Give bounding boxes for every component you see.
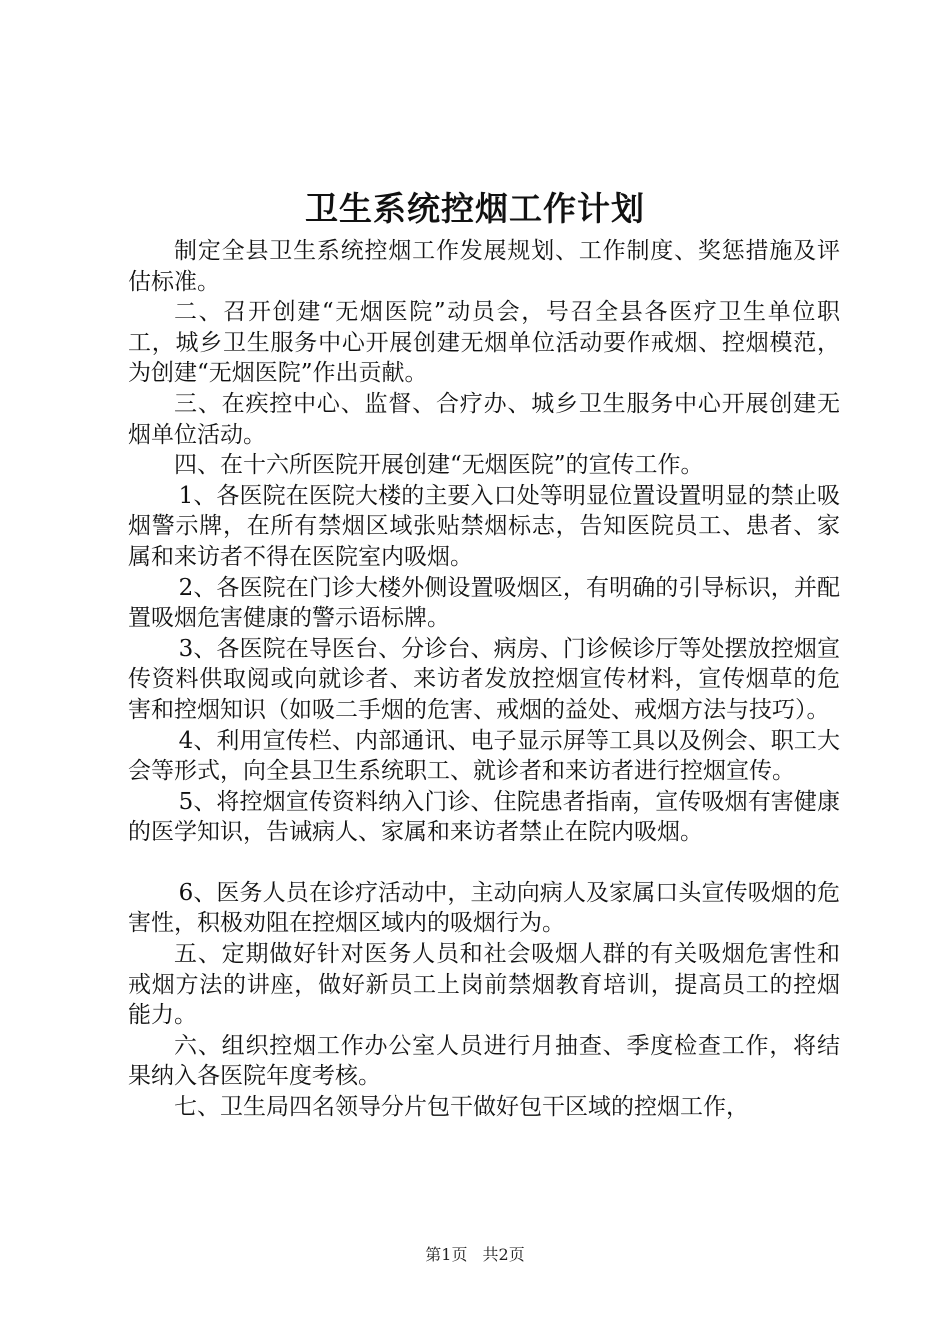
paragraph-item-4: 4、利用宣传栏、内部通讯、电子显示屏等工具以及例会、职工大会等形式，向全县卫生系统职工、就诊者和来访者进行控烟宣传。: [128, 727, 840, 785]
page-number: 第1页: [425, 1245, 468, 1264]
document-body: [128, 236, 840, 1123]
paragraph-intro: 制定全县卫生系统控烟工作发展规划、工作制度、奖惩措施及评估标准。: [128, 238, 840, 295]
page-footer: [0, 1244, 950, 1266]
paragraph-section-2: 二、召开创建“无烟医院”动员会，号召全县各医疗卫生单位职工，城乡卫生服务中心开展创建无烟单位活动要作戒烟、控烟模范，为创建“无烟医院”作出贡献。: [128, 299, 840, 387]
document-title: 卫生系统控烟工作计划: [305, 189, 645, 228]
paragraph-section-6: 六、组织控烟工作办公室人员进行月抽查、季度检查工作，将结果纳入各医院年度考核。: [128, 1032, 840, 1090]
paragraph-section-7: 七、卫生局四名领导分片包干做好包干区域的控烟工作，: [174, 1094, 749, 1121]
paragraph-item-2: 2、各医院在门诊大楼外侧设置吸烟区，有明确的引导标识，并配置吸烟危害健康的警示语标牌。: [128, 574, 840, 632]
paragraph-section-4: 四、在十六所医院开展创建“无烟医院”的宣传工作。: [174, 452, 704, 479]
paragraph-item-5: 5、将控烟宣传资料纳入门诊、住院患者指南，宣传吸烟有害健康的医学知识，告诫病人、家属和来访者禁止在院内吸烟。: [128, 788, 840, 846]
paragraph-section-5: 五、定期做好针对医务人员和社会吸烟人群的有关吸烟危害性和戒烟方法的讲座，做好新员工上岗前禁烟教育培训，提高员工的控烟能力。: [128, 941, 840, 1029]
paragraph-section-3: 三、在疾控中心、监督、合疗办、城乡卫生服务中心开展创建无烟单位活动。: [128, 390, 840, 448]
paragraph-item-3: 3、各医院在导医台、分诊台、病房、门诊候诊厅等处摆放控烟宣传资料供取阅或向就诊者、来访者发放控烟宣传材料，宣传烟草的危害和控烟知识（如吸二手烟的危害、戒烟的益处、戒烟方法与技巧）。: [128, 635, 840, 723]
page-total: 共2页: [482, 1245, 525, 1264]
paragraph-item-1: 1、各医院在医院大楼的主要入口处等明显位置设置明显的禁止吸烟警示牌，在所有禁烟区域张贴禁烟标志，告知医院员工、患者、家属和来访者不得在医院室内吸烟。: [128, 482, 840, 570]
paragraph-item-6: 6、医务人员在诊疗活动中，主动向病人及家属口头宣传吸烟的危害性，积极劝阻在控烟区域内的吸烟行为。: [128, 879, 840, 937]
